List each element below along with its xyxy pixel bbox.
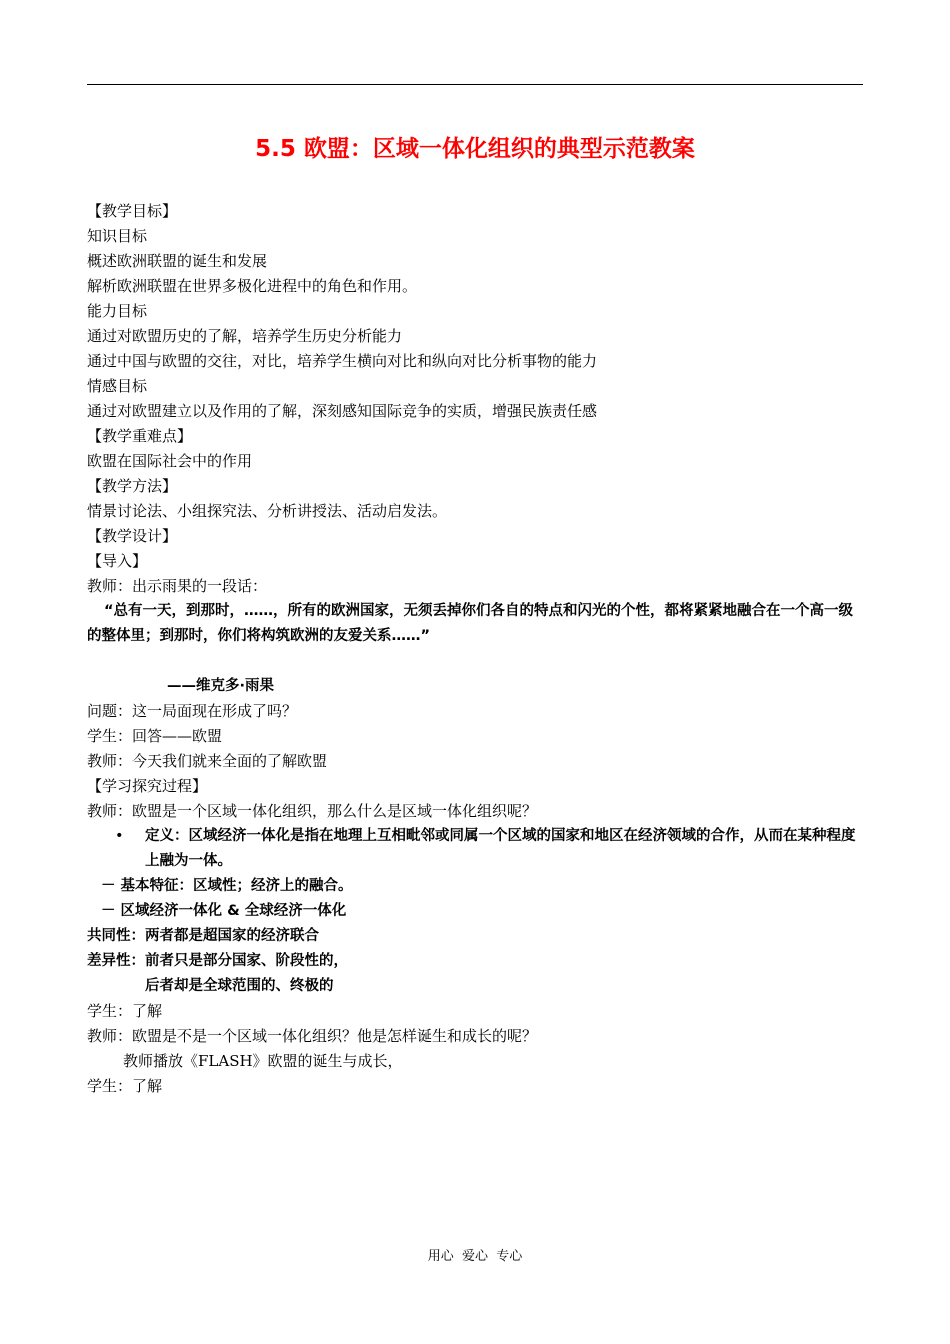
page-footer: 用心 爱心 专心 <box>427 1249 523 1264</box>
text-line: 概述欧洲联盟的诞生和发展 <box>87 252 268 270</box>
text-line: 学生：了解 <box>87 1077 163 1095</box>
text-line: 情景讨论法、小组探究法、分析讲授法、活动启发法。 <box>87 502 448 520</box>
text-line: 欧盟在国际社会中的作用 <box>87 452 253 470</box>
section-heading-objectives: 【教学目标】 <box>87 202 178 220</box>
text-line: 通过对欧盟建立以及作用的了解，深刻感知国际竞争的实质，增强民族责任感 <box>87 402 598 420</box>
definition-text: 定义：区域经济一体化是指在地理上互相毗邻或同属一个区域的国家和地区在经济领域的合作，从而在某种程度上融为一体。 <box>145 828 856 869</box>
bullet-icon: • <box>115 828 124 844</box>
text-line: 教师：欧盟是不是一个区域一体化组织？他是怎样诞生和成长的呢？ <box>87 1027 538 1045</box>
text-line-bold: － 区域经济一体化 & 全球经济一体化 <box>101 903 347 919</box>
hugo-quote: “总有一天，到那时，……，所有的欧洲国家，无须丢掉你们各自的特点和闪光的个性，都将紧紧地融合在一个高一级的整体里；到那时，你们将构筑欧洲的友爱关系……” <box>87 603 854 644</box>
text-line: 解析欧洲联盟在世界多极化进程中的角色和作用。 <box>87 277 418 295</box>
text-line: 教师：欧盟是一个区域一体化组织，那么什么是区域一体化组织呢？ <box>87 802 538 820</box>
text-line-bold: 差异性：前者只是部分国家、阶段性的， <box>87 953 348 969</box>
blank-line <box>87 649 867 674</box>
subheading-knowledge: 知识目标 <box>87 227 148 245</box>
text-line: 通过对欧盟历史的了解，培养学生历史分析能力 <box>87 327 403 345</box>
definition-item <box>87 824 865 874</box>
document-title: 5.5 欧盟：区域一体化组织的典型示范教案 <box>255 136 695 162</box>
section-heading-methods: 【教学方法】 <box>87 477 178 495</box>
text-line-bold: 共同性：两者都是超国家的经济联合 <box>87 928 319 944</box>
section-heading-key-points: 【教学重难点】 <box>87 427 193 445</box>
text-line: 学生：了解 <box>87 1002 163 1020</box>
quote-attribution: ——维克多·雨果 <box>167 678 275 694</box>
section-heading-exploration: 【学习探究过程】 <box>87 777 208 795</box>
text-line: 教师：出示雨果的一段话： <box>87 577 268 595</box>
text-line: 学生：回答——欧盟 <box>87 727 223 745</box>
text-line: 通过中国与欧盟的交往，对比，培养学生横向对比和纵向对比分析事物的能力 <box>87 352 598 370</box>
text-line: 问题：这一局面现在形成了吗？ <box>87 702 298 720</box>
header-rule <box>87 84 863 85</box>
text-line-bold: － 基本特征：区域性；经济上的融合。 <box>101 878 353 894</box>
section-heading-intro: 【导入】 <box>87 552 148 570</box>
section-heading-design: 【教学设计】 <box>87 527 178 545</box>
subheading-ability: 能力目标 <box>87 302 148 320</box>
subheading-emotion: 情感目标 <box>87 377 148 395</box>
text-line-bold: 后者却是全球范围的、终极的 <box>145 978 334 994</box>
document-body <box>87 199 867 1099</box>
text-line: 教师播放《FLASH》欧盟的诞生与成长， <box>123 1052 403 1070</box>
text-line: 教师：今天我们就来全面的了解欧盟 <box>87 752 328 770</box>
